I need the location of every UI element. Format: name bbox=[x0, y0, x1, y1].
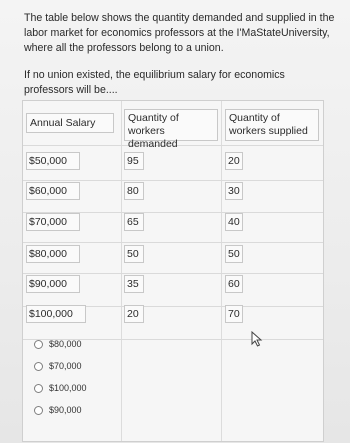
salary-cell: $100,000 bbox=[26, 305, 86, 323]
question-prompt: If no union existed, the equilibrium salary for economics professors will be.... bbox=[24, 69, 285, 96]
salary-cell: $90,000 bbox=[26, 275, 80, 293]
radio-circle-icon[interactable] bbox=[34, 384, 43, 393]
supplied-cell: 20 bbox=[225, 152, 243, 170]
supplied-cell: 30 bbox=[225, 182, 243, 200]
demanded-cell: 35 bbox=[124, 275, 144, 293]
salary-cell: $70,000 bbox=[26, 213, 80, 231]
header-quantity-supplied: Quantity of workers supplied bbox=[225, 109, 319, 141]
table-grid-line bbox=[23, 273, 323, 274]
option-90000[interactable] bbox=[34, 402, 82, 418]
option-70000[interactable] bbox=[34, 358, 82, 374]
header-annual-salary: Annual Salary bbox=[26, 113, 114, 133]
option-80000[interactable] bbox=[34, 336, 82, 352]
radio-circle-icon[interactable] bbox=[34, 362, 43, 371]
option-label: $90,000 bbox=[49, 405, 82, 415]
option-label: $70,000 bbox=[49, 361, 82, 371]
option-label: $100,000 bbox=[49, 383, 87, 393]
supplied-cell: 60 bbox=[225, 275, 243, 293]
option-label: $80,000 bbox=[49, 339, 82, 349]
salary-cell: $50,000 bbox=[26, 152, 80, 170]
table-grid-line bbox=[121, 101, 122, 441]
demanded-cell: 80 bbox=[124, 182, 144, 200]
demanded-cell: 65 bbox=[124, 213, 144, 231]
supplied-cell: 50 bbox=[225, 245, 243, 263]
supplied-cell: 40 bbox=[225, 213, 243, 231]
salary-cell: $80,000 bbox=[26, 245, 80, 263]
table-grid-line bbox=[23, 242, 323, 243]
demanded-cell: 50 bbox=[124, 245, 144, 263]
table-grid-line bbox=[221, 101, 222, 441]
demanded-cell: 95 bbox=[124, 152, 144, 170]
supplied-cell: 70 bbox=[225, 305, 243, 323]
mouse-pointer-icon bbox=[250, 331, 264, 347]
option-100000[interactable] bbox=[34, 380, 87, 396]
demanded-cell: 20 bbox=[124, 305, 144, 323]
radio-circle-icon[interactable] bbox=[34, 406, 43, 415]
question-text bbox=[24, 11, 336, 110]
radio-circle-icon[interactable] bbox=[34, 340, 43, 349]
table-grid-line bbox=[23, 180, 323, 181]
header-quantity-demanded: Quantity of workers demanded bbox=[124, 109, 218, 141]
salary-cell: $60,000 bbox=[26, 182, 80, 200]
question-intro: The table below shows the quantity demanded and supplied in the labor market for economics professors at the I'MaStateUniversity, where all the professors belong to a union. bbox=[24, 12, 335, 54]
